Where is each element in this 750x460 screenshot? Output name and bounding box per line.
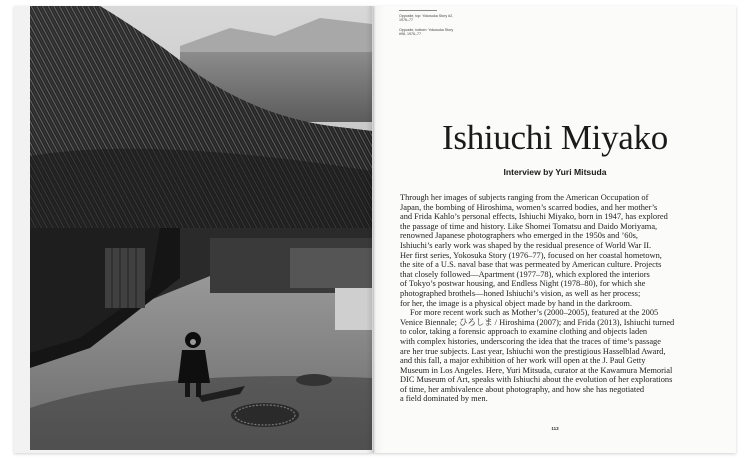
body-line: For more recent work such as Mother’s (2000–2005), featured at the 2005 xyxy=(410,308,659,318)
photo-reeds-by-sea xyxy=(30,6,372,228)
body-line: photographed brothels—honed Ishiuchi’s vision, as well as her process; xyxy=(400,288,641,298)
caption-rule xyxy=(399,10,437,11)
body-line: renowned Japanese photographers who emerged in the 1950s and ’60s, xyxy=(400,231,639,241)
article-byline: Interview by Yuri Mitsuda xyxy=(503,167,607,177)
body-line: the passage of time and history. Like Shomei Tomatsu and Daido Moriyama, xyxy=(400,221,658,231)
body-line: for her, the image is a physical object made by hand in the darkroom. xyxy=(400,298,632,308)
reeds-photo-graphic xyxy=(30,6,372,228)
body-line: Japan, the bombing of Hiroshima, women’s scarred bodies, and her mother’s xyxy=(400,202,658,212)
page-number: 113 xyxy=(551,426,559,431)
body-line: DIC Museum of Art, speaks with Ishiuchi about the evolution of her explorations xyxy=(400,375,673,385)
body-line: Museum in Los Angeles. Here, Yuri Mitsuda, curator at the Kawamura Memorial xyxy=(400,365,673,375)
body-line: of time, her ambivalence about photography, and how she has negotiated xyxy=(400,384,645,394)
article-body xyxy=(400,193,714,404)
body-line: to color, taking a forensic approach to examine clothing and objects laden xyxy=(400,327,648,337)
body-line: that closely followed—Apartment (1977–78), which explored the interiors xyxy=(400,269,650,279)
body-line: are her true subjects. Last year, Ishiuchi won the prestigious Hasselblad Award, xyxy=(400,346,666,356)
body-line: with complex histories, underscoring the idea that the traces of time’s passage xyxy=(400,336,661,346)
body-line: Ishiuchi’s early work was shaped by the residual presence of World War II. xyxy=(400,240,652,250)
body-line: Venice Biennale; ひろしま / Hiroshima (2007); and Frida (2013), Ishiuchi turned xyxy=(400,317,675,327)
caption-top: Opposite, top: Yokosuka Story #2, 1976–77 xyxy=(399,14,454,23)
caption-bottom: Opposite, bottom: Yokosuka Story #98, 1976–77 xyxy=(399,27,454,37)
photo-girl-on-street xyxy=(30,228,372,450)
body-line: Her first series, Yokosuka Story (1976–77), focused on her coastal hometown, xyxy=(400,250,662,260)
body-line: and this fall, a major exhibition of her work will open at the J. Paul Getty xyxy=(400,356,646,366)
article-title: Ishiuchi Miyako xyxy=(442,118,668,157)
body-line: a field dominated by men. xyxy=(400,394,488,404)
body-line: Through her images of subjects ranging from the American Occupation of xyxy=(400,193,649,202)
body-line: of Tokyo’s postwar housing, and Endless Night (1978–80), for which she xyxy=(400,279,646,289)
photo-captions xyxy=(399,14,459,42)
body-line: the site of a U.S. naval base that was permeated by American culture. Projects xyxy=(400,260,662,270)
body-line: and Frida Kahlo’s personal effects, Ishiuchi Miyako, born in 1947, has explored xyxy=(400,212,668,222)
street-photo-graphic xyxy=(30,228,372,450)
